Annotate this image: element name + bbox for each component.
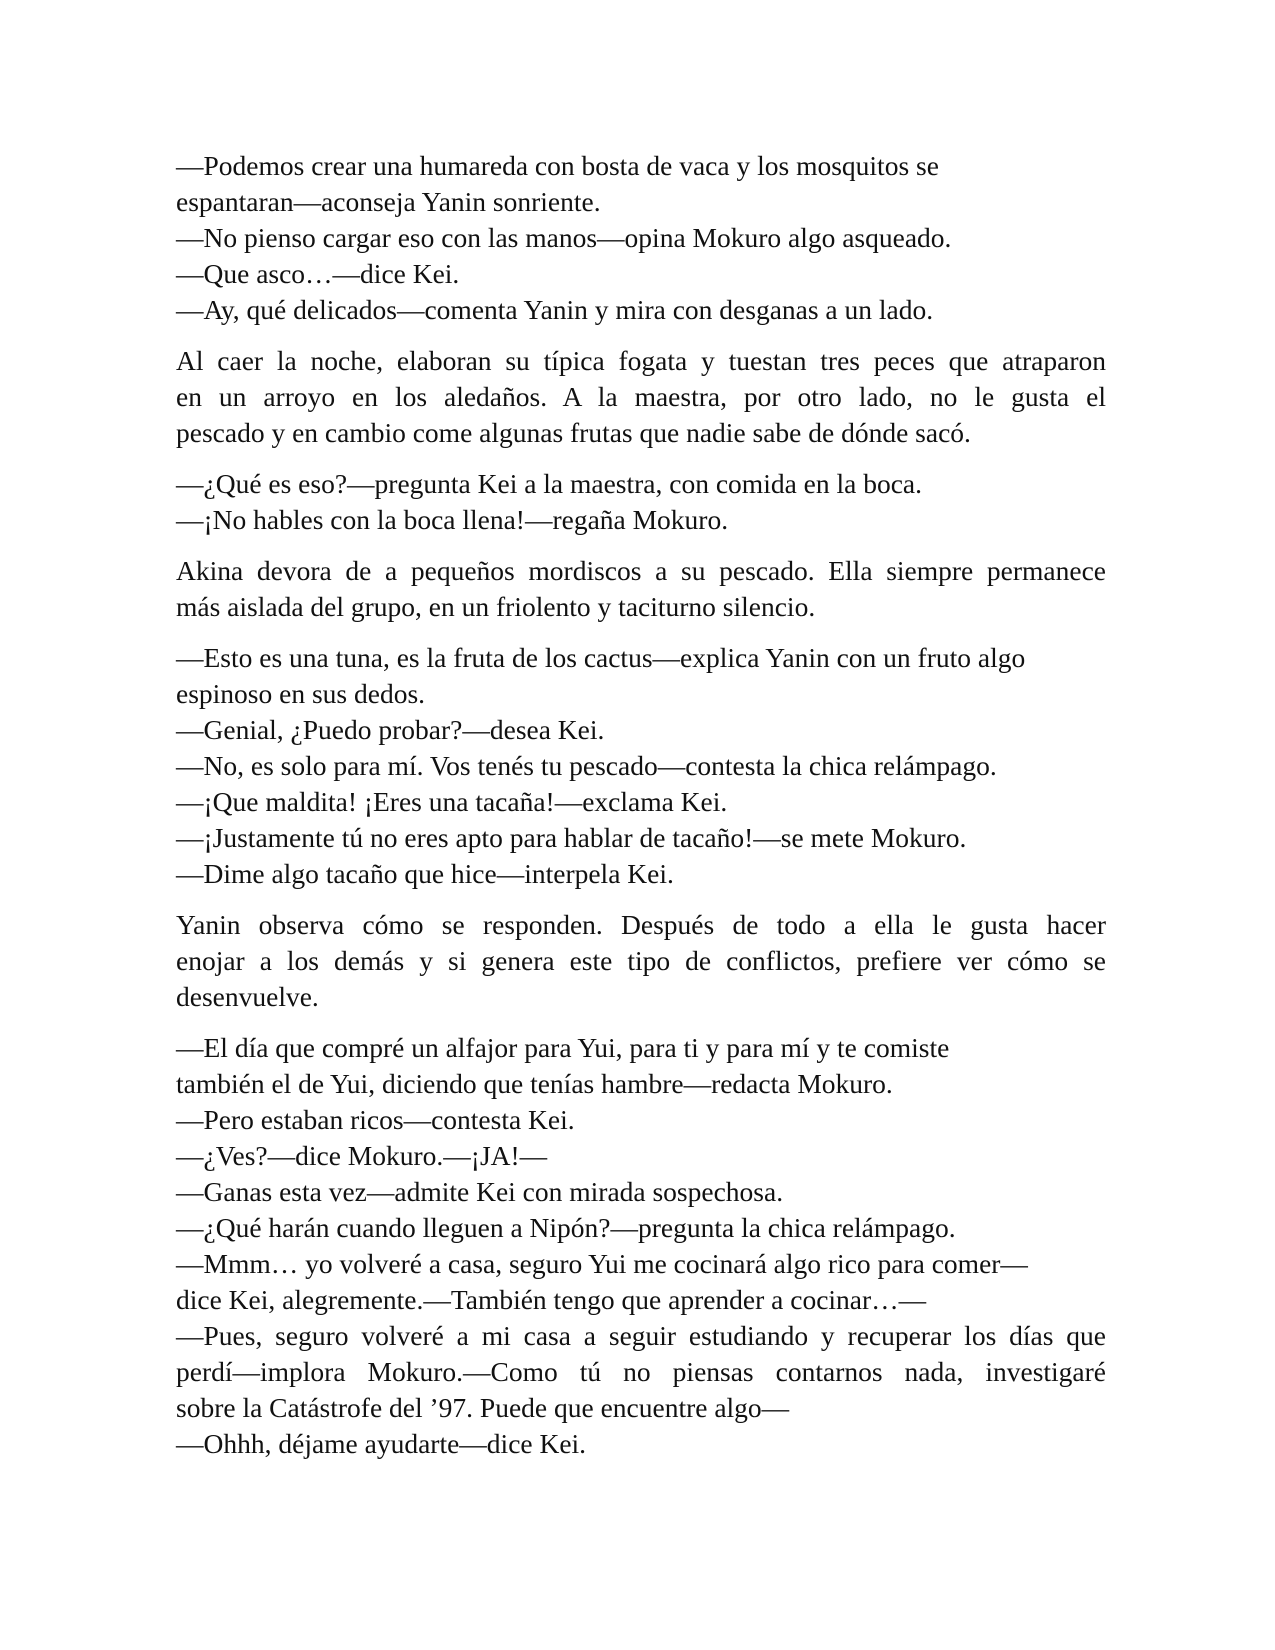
dialogue-block-3 (176, 640, 1106, 892)
text-line: —Ohhh, déjame ayudarte—dice Kei. (176, 1428, 587, 1459)
text-line: en un arroyo en los aledaños. A la maestra, por otro lado, no le gusta el (176, 381, 1106, 412)
text-line: —Que asco…—dice Kei. (176, 258, 460, 289)
text-line: perdí—implora Mokuro.—Como tú no piensas contarnos nada, investigaré (176, 1356, 1106, 1387)
text-line: —Genial, ¿Puedo probar?—desea Kei. (176, 714, 605, 745)
text-line: Al caer la noche, elaboran su típica fogata y tuestan tres peces que atraparon (176, 345, 1106, 376)
text-line: desenvuelve. (176, 981, 319, 1012)
dialogue-block-4 (176, 1030, 1106, 1462)
document-page (176, 148, 1106, 1477)
paragraph-block-3 (176, 907, 1106, 1015)
dialogue-block-2 (176, 466, 1106, 538)
text-line: espinoso en sus dedos. (176, 678, 426, 709)
text-line: Akina devora de a pequeños mordiscos a su pescado. Ella siempre permanece (176, 555, 1106, 586)
text-line: —No, es solo para mí. Vos tenés tu pescado—contesta la chica relámpago. (176, 750, 997, 781)
text-line: dice Kei, alegremente.—También tengo que aprender a cocinar…— (176, 1284, 927, 1315)
text-line: sobre la Catástrofe del ’97. Puede que encuentre algo— (176, 1392, 790, 1423)
text-line: —¿Ves?—dice Mokuro.—¡JA!— (176, 1140, 548, 1171)
text-line: más aislada del grupo, en un friolento y taciturno silencio. (176, 591, 816, 622)
text-line: —Ganas esta vez—admite Kei con mirada sospechosa. (176, 1176, 784, 1207)
text-line: —Esto es una tuna, es la fruta de los cactus—explica Yanin con un fruto algo (176, 642, 1026, 673)
text-line: Yanin observa cómo se responden. Después de todo a ella le gusta hacer (176, 909, 1106, 940)
paragraph-block-1 (176, 343, 1106, 451)
text-line: —Podemos crear una humareda con bosta de vaca y los mosquitos se (176, 150, 939, 181)
text-line: —No pienso cargar eso con las manos—opina Mokuro algo asqueado. (176, 222, 952, 253)
text-line: enojar a los demás y si genera este tipo de conflictos, prefiere ver cómo se (176, 945, 1106, 976)
text-line: —El día que compré un alfajor para Yui, para ti y para mí y te comiste (176, 1032, 950, 1063)
text-line: —¡No hables con la boca llena!—regaña Mokuro. (176, 504, 729, 535)
text-line: —¿Qué es eso?—pregunta Kei a la maestra, con comida en la boca. (176, 468, 923, 499)
text-line: —Ay, qué delicados—comenta Yanin y mira con desganas a un lado. (176, 294, 934, 325)
text-line: —¿Qué harán cuando lleguen a Nipón?—pregunta la chica relámpago. (176, 1212, 956, 1243)
text-line: —Pues, seguro volveré a mi casa a seguir estudiando y recuperar los días que (176, 1320, 1106, 1351)
text-line: —¡Justamente tú no eres apto para hablar de tacaño!—se mete Mokuro. (176, 822, 967, 853)
text-line: también el de Yui, diciendo que tenías hambre—redacta Mokuro. (176, 1068, 893, 1099)
text-line: —¡Que maldita! ¡Eres una tacaña!—exclama Kei. (176, 786, 728, 817)
text-line: —Mmm… yo volveré a casa, seguro Yui me cocinará algo rico para comer— (176, 1248, 1028, 1279)
text-line: —Dime algo tacaño que hice—interpela Kei. (176, 858, 674, 889)
text-line: pescado y en cambio come algunas frutas que nadie sabe de dónde sacó. (176, 417, 971, 448)
paragraph-block-2 (176, 553, 1106, 625)
text-line: espantaran—aconseja Yanin sonriente. (176, 186, 601, 217)
text-line: —Pero estaban ricos—contesta Kei. (176, 1104, 575, 1135)
dialogue-block-1 (176, 148, 1106, 328)
